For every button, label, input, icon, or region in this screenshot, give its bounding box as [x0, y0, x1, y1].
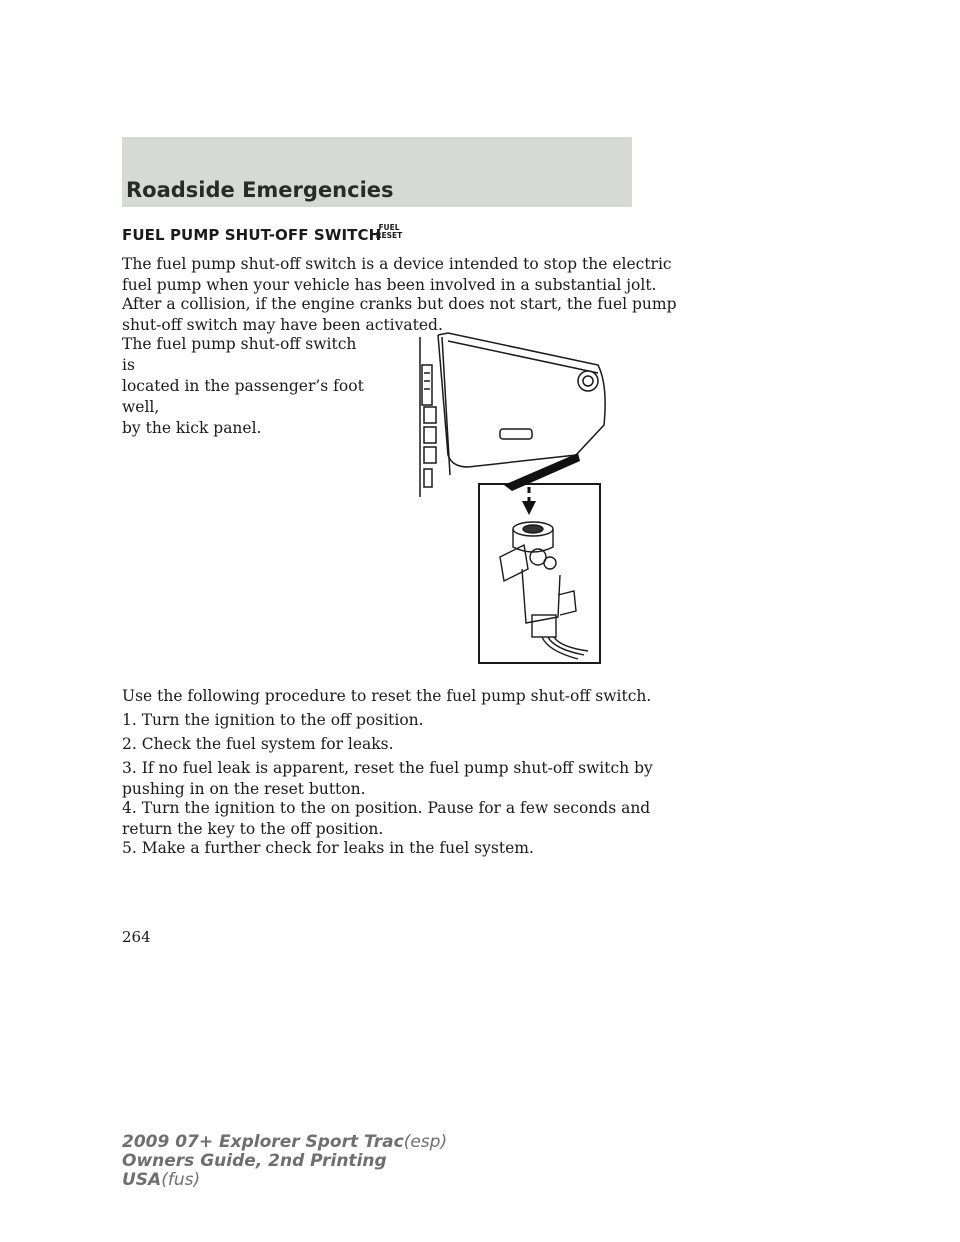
document-footer: 2009 07+ Explorer Sport Trac(esp) Owners Guide, 2nd Printing USA(fus)	[122, 1132, 448, 1190]
icon-line-reset: RESET	[375, 231, 403, 240]
icon-line-fuel: FUEL	[378, 223, 400, 232]
step-3: 3. If no fuel leak is apparent, reset the fuel pump shut-off switch by pushing in on the reset button.	[122, 759, 653, 798]
paragraph-collision: After a collision, if the engine cranks but does not start, the fuel pump shut-off switch may have been activated.	[122, 295, 677, 334]
section-heading: FUEL PUMP SHUT-OFF SWITCH	[122, 226, 382, 244]
page-title: Roadside Emergencies	[126, 178, 394, 202]
step-1: 1. Turn the ignition to the off position.	[122, 711, 424, 729]
fuel-reset-icon	[374, 224, 404, 246]
step-5: 5. Make a further check for leaks in the fuel system.	[122, 839, 534, 857]
step-4: 4. Turn the ignition to the on position. Pause for a few seconds and return the key to the off position.	[122, 799, 651, 838]
paragraph-intro: The fuel pump shut-off switch is a device intended to stop the electric fuel pump when your vehicle has been involved in a substantial jolt.	[122, 255, 672, 294]
page-number: 264	[122, 928, 151, 946]
paragraph-procedure-intro: Use the following procedure to reset the fuel pump shut-off switch.	[122, 687, 652, 705]
fuel-pump-switch-illustration	[408, 325, 612, 665]
paragraph-location: The fuel pump shut-off switch is located in the passenger’s foot well, by the kick panel.	[122, 335, 364, 437]
step-2: 2. Check the fuel system for leaks.	[122, 735, 394, 753]
